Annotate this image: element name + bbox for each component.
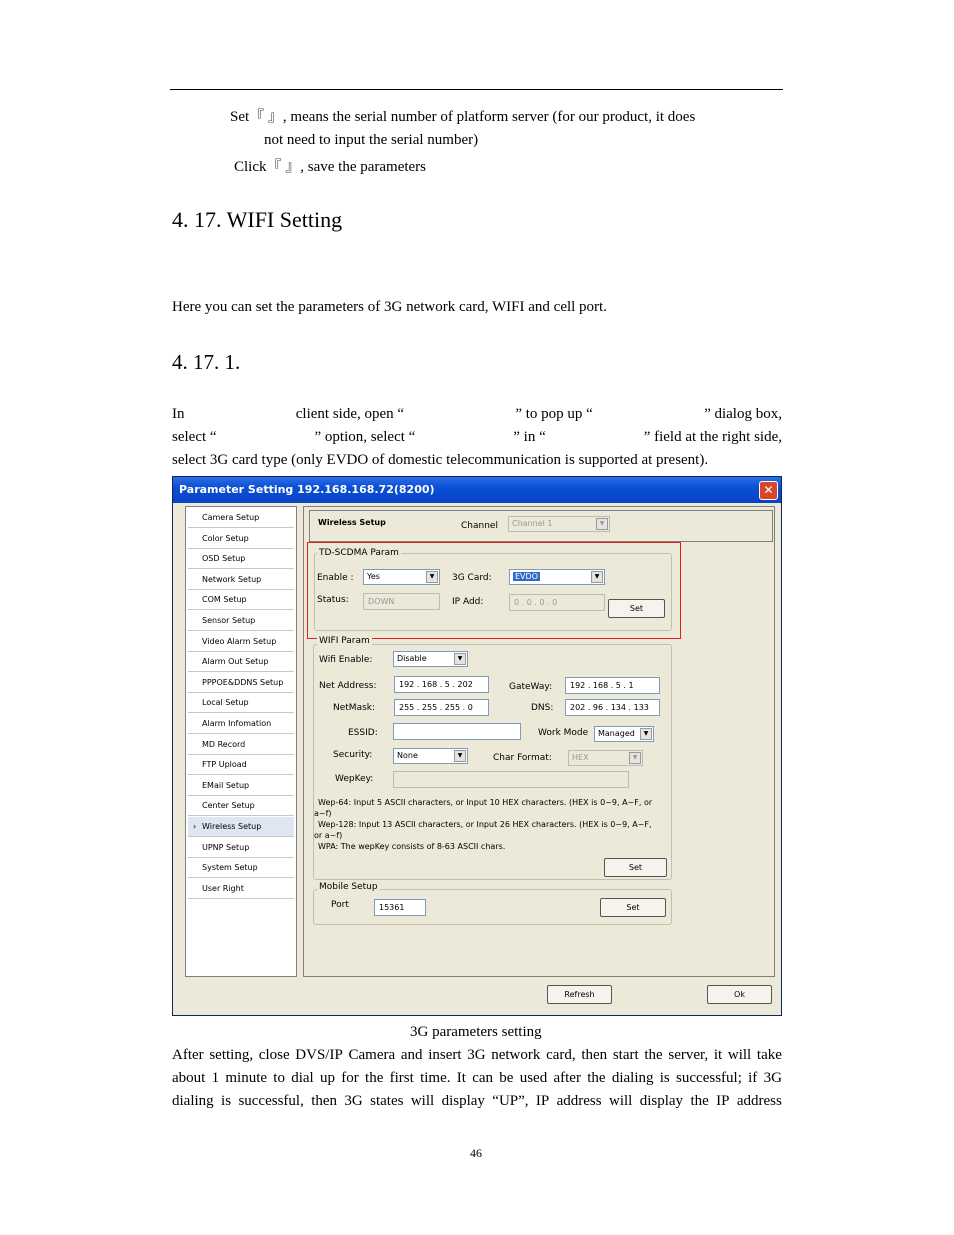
word: then [311, 1093, 338, 1109]
wep64-note: Wep-64: Input 5 ASCII characters, or Input 10 HEX characters. (HEX is 0~9, A~F, or [318, 798, 653, 807]
channel-value: Channel 1 [512, 519, 553, 528]
window-titlebar [173, 477, 781, 503]
section-heading [172, 207, 342, 233]
word: IP [716, 1093, 730, 1109]
mobile-group-label: Mobile Setup [319, 882, 378, 892]
chevron-down-icon: ▼ [426, 571, 438, 583]
word: the [690, 1093, 709, 1109]
word: will [609, 1093, 633, 1109]
nav-item[interactable]: EMail Setup [188, 776, 294, 796]
char-format-value: HEX [572, 753, 589, 762]
word: the [365, 1070, 384, 1086]
word: dial [291, 1070, 314, 1086]
td-status-field[interactable]: DOWN [363, 593, 440, 610]
word: is [659, 1070, 670, 1086]
security-select[interactable] [393, 748, 468, 764]
window-title: Parameter Setting 192.168.168.72(8200) [179, 483, 435, 496]
word: will [727, 1047, 752, 1063]
wireless-setup-label: Wireless Setup [318, 518, 386, 527]
wifi-enable-label: Wifi Enable: [319, 655, 373, 665]
essid-label: ESSID: [348, 728, 378, 738]
channel-label: Channel [461, 521, 498, 531]
chevron-down-icon: ▼ [629, 752, 641, 764]
word: ” field at the right side, [643, 429, 782, 445]
chevron-down-icon: ▼ [591, 571, 603, 583]
channel-select[interactable] [508, 516, 610, 532]
word: the [644, 1047, 663, 1063]
word: server, [668, 1047, 709, 1063]
wifi-set-button[interactable]: Set [604, 858, 667, 877]
word: up [320, 1070, 335, 1086]
word: dialing [172, 1093, 214, 1109]
word: minute [225, 1070, 268, 1086]
essid-field[interactable] [393, 723, 521, 740]
chevron-down-icon: ▼ [454, 750, 466, 762]
section-title: WIFI Setting [226, 207, 343, 232]
word: DVS/IP [295, 1047, 343, 1063]
intro-paragraph: Here you can set the parameters of 3G network card, WIFI and cell port. [172, 299, 607, 315]
word: 3G [344, 1093, 363, 1109]
word: successful, [238, 1093, 304, 1109]
nav-item[interactable]: Video Alarm Setup [188, 632, 294, 652]
dns-label: DNS: [531, 703, 554, 713]
word: address [736, 1093, 782, 1109]
wepkey-field[interactable] [393, 771, 629, 788]
td-enable-value: Yes [367, 572, 380, 581]
chevron-down-icon: ▼ [640, 728, 652, 740]
word: address [556, 1093, 602, 1109]
chevron-down-icon: ▼ [454, 653, 466, 665]
word: select “ [172, 429, 217, 445]
subsection-number: 4. 17. 1. [172, 350, 241, 374]
net-address-field[interactable]: 192 . 168 . 5 . 202 [394, 676, 489, 693]
td-enable-label: Enable : [317, 573, 354, 583]
nav-item[interactable]: Sensor Setup [188, 611, 294, 631]
word: Camera [348, 1047, 396, 1063]
parameter-setting-window [172, 476, 782, 1016]
close-icon[interactable]: ✕ [759, 481, 778, 500]
refresh-button[interactable]: Refresh [547, 985, 612, 1004]
gateway-field[interactable]: 192 . 168 . 5 . 1 [565, 677, 660, 694]
nav-item[interactable]: Alarm Infomation [188, 714, 294, 734]
word: setting, [209, 1047, 254, 1063]
word: start [612, 1047, 639, 1063]
instruction-line-2 [172, 426, 782, 449]
header-rule [170, 89, 783, 90]
word: insert [428, 1047, 462, 1063]
word: select 3G card type (only EVDO of domestic telecommunication is supported at present). [172, 452, 709, 468]
word: “UP”, [492, 1093, 529, 1109]
security-label: Security: [333, 750, 373, 760]
nav-item[interactable]: Network Setup [188, 570, 294, 590]
word: used [519, 1070, 548, 1086]
word: IP [535, 1093, 550, 1109]
word: take [756, 1047, 782, 1063]
figure-caption: 3G parameters setting [410, 1024, 542, 1040]
wepkey-label: WepKey: [335, 774, 374, 784]
click-save-line: Click『 』, save the parameters [234, 159, 427, 175]
td-scdma-group-label: TD-SCDMA Param [319, 548, 399, 558]
word: card, [546, 1047, 576, 1063]
nav-item[interactable]: System Setup [188, 858, 294, 878]
3g-card-label: 3G Card: [452, 573, 492, 583]
td-ip-label: IP Add: [452, 597, 484, 607]
td-ip-field[interactable]: 0 . 0 . 0 . 0 [509, 594, 605, 611]
word: and [400, 1047, 423, 1063]
after-setting-line-1 [172, 1044, 782, 1067]
word: states [370, 1093, 404, 1109]
word: client side, open “ [295, 406, 405, 422]
char-format-label: Char Format: [493, 753, 552, 763]
word: 3G [763, 1070, 782, 1086]
word: After [172, 1047, 204, 1063]
word: In [172, 406, 185, 422]
instruction-paragraph [172, 403, 782, 472]
security-value: None [397, 751, 418, 760]
after-setting-line-3 [172, 1090, 782, 1113]
wep64-note-cont: a~f) [314, 809, 332, 818]
nav-item[interactable]: Center Setup [188, 796, 294, 816]
word: successful; [676, 1070, 742, 1086]
nav-item[interactable]: PPPOE&DDNS Setup [188, 673, 294, 693]
wifi-enable-value: Disable [397, 654, 427, 663]
wpa-note: WPA: The wepKey consists of 8-63 ASCII chars. [318, 842, 506, 851]
word: 3G [467, 1047, 486, 1063]
port-label: Port [331, 900, 349, 910]
net-address-label: Net Address: [319, 681, 377, 691]
mobile-set-button[interactable]: Set [600, 898, 666, 917]
word: about [172, 1070, 206, 1086]
nav-item[interactable]: User Right [188, 879, 294, 899]
word: display [441, 1093, 485, 1109]
nav-item[interactable]: Local Setup [188, 693, 294, 713]
netmask-label: NetMask: [333, 703, 376, 713]
word: 1 [211, 1070, 220, 1086]
word: display [639, 1093, 684, 1109]
word: for [341, 1070, 359, 1086]
nav-item[interactable]: Camera Setup [188, 508, 294, 528]
highlight-box [307, 542, 681, 639]
nav-item[interactable]: UPNP Setup [188, 838, 294, 858]
3g-card-value: EVDO [515, 572, 538, 581]
word: is [221, 1093, 232, 1109]
word: dialing [611, 1070, 654, 1086]
serial-line-cont: not need to input the serial number) [264, 132, 479, 148]
after-setting-paragraph [172, 1044, 782, 1113]
word: it [713, 1047, 723, 1063]
instruction-line-3 [172, 449, 782, 472]
after-setting-line-2 [172, 1067, 782, 1090]
nav-item-label: Wireless Setup [202, 822, 262, 831]
word: ” dialog box, [704, 406, 782, 422]
selected-marker-icon: › [193, 822, 197, 831]
chevron-down-icon: ▼ [596, 518, 608, 530]
word: the [587, 1070, 606, 1086]
word: to [273, 1070, 285, 1086]
word: time. [420, 1070, 451, 1086]
word: will [410, 1093, 435, 1109]
nav-item[interactable]: MD Record [188, 735, 294, 755]
wep128-note-cont: or a~f) [314, 831, 343, 840]
gateway-label: GateWay: [509, 682, 553, 692]
nav-item[interactable]: OSD Setup [188, 549, 294, 569]
nav-item[interactable]: COM Setup [188, 590, 294, 610]
wifi-group-label: WIFI Param [319, 636, 370, 646]
char-format-select[interactable] [568, 750, 643, 766]
word: network [491, 1047, 541, 1063]
word: after [553, 1070, 581, 1086]
nav-item[interactable] [188, 817, 294, 837]
word: first [389, 1070, 414, 1086]
page-number: 46 [470, 1146, 482, 1160]
port-field[interactable]: 15361 [374, 899, 426, 916]
word: It [456, 1070, 466, 1086]
word: ” in “ [513, 429, 546, 445]
td-status-label: Status: [317, 595, 349, 605]
td-set-button[interactable]: Set [608, 599, 665, 618]
serial-line: Set『 』, means the serial number of platform server (for our product, it does [230, 109, 696, 125]
dns-field[interactable]: 202 . 96 . 134 . 133 [565, 699, 660, 716]
word: if [748, 1070, 758, 1086]
instruction-line-1 [172, 403, 782, 426]
work-mode-value: Managed [598, 729, 635, 738]
ok-button[interactable]: Ok [707, 985, 772, 1004]
word: ” option, select “ [314, 429, 416, 445]
word: close [258, 1047, 290, 1063]
word: be [499, 1070, 514, 1086]
word: ” to pop up “ [515, 406, 593, 422]
nav-item[interactable]: Alarm Out Setup [188, 652, 294, 672]
netmask-field[interactable]: 255 . 255 . 255 . 0 [394, 699, 489, 716]
nav-item[interactable]: Color Setup [188, 529, 294, 549]
work-mode-label: Work Mode [538, 728, 589, 738]
wep128-note: Wep-128: Input 13 ASCII characters, or Input 26 HEX characters. (HEX is 0~9, A~F, [318, 820, 652, 829]
wifi-enable-select[interactable] [393, 651, 468, 667]
word: can [472, 1070, 494, 1086]
word: then [581, 1047, 608, 1063]
section-number: 4. 17. [172, 207, 222, 232]
work-mode-select[interactable] [594, 726, 654, 742]
nav-item[interactable]: FTP Upload [188, 755, 294, 775]
